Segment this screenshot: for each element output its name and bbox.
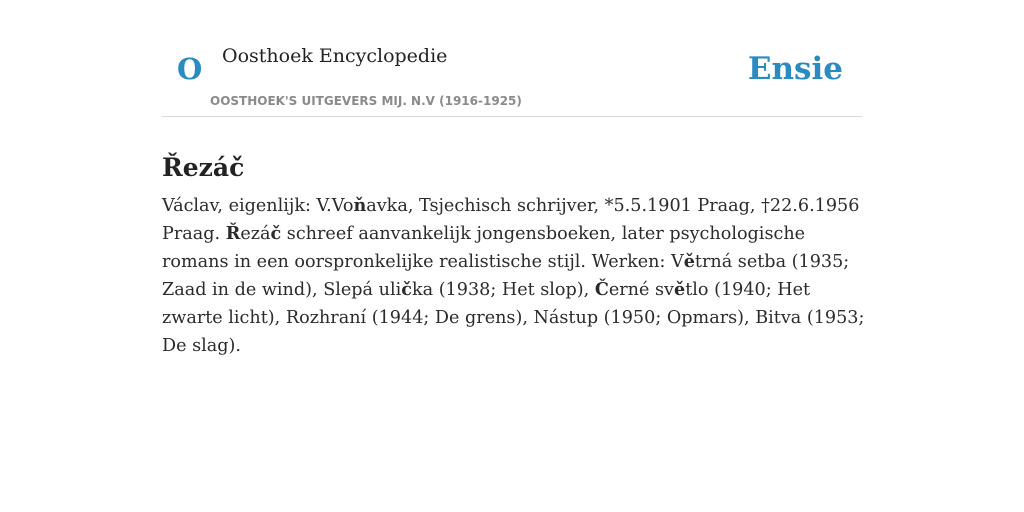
ensie-logo-link[interactable]: Ensie [747, 51, 843, 87]
site-header [162, 40, 862, 117]
publisher-subtitle: OOSTHOEK'S UITGEVERS MIJ. N.V (1916-1925) [210, 94, 522, 108]
site-logo[interactable]: O [177, 52, 203, 86]
entry-headword: Řezáč [162, 152, 245, 182]
site-title: Oosthoek Encyclopedie [222, 45, 448, 67]
entry-text: Václav, eigenlijk: V.Voňavka, Tsjechisch schrijver, *5.5.1901 Praag, †22.6.1956 Praag. Řezáč schreef aanvankelijk jongensboeken, later psychologische romans in een oorspronkelijke realistische stijl. Werken: Větrná setba (1935; Zaad in de wind), Slepá ulička (1938; Het slop), Černé světlo (1940; Het zwarte licht), Rozhraní (1944; De grens), Nástup (1950; Opmars), Bitva (1953; De slag). [162, 195, 865, 356]
